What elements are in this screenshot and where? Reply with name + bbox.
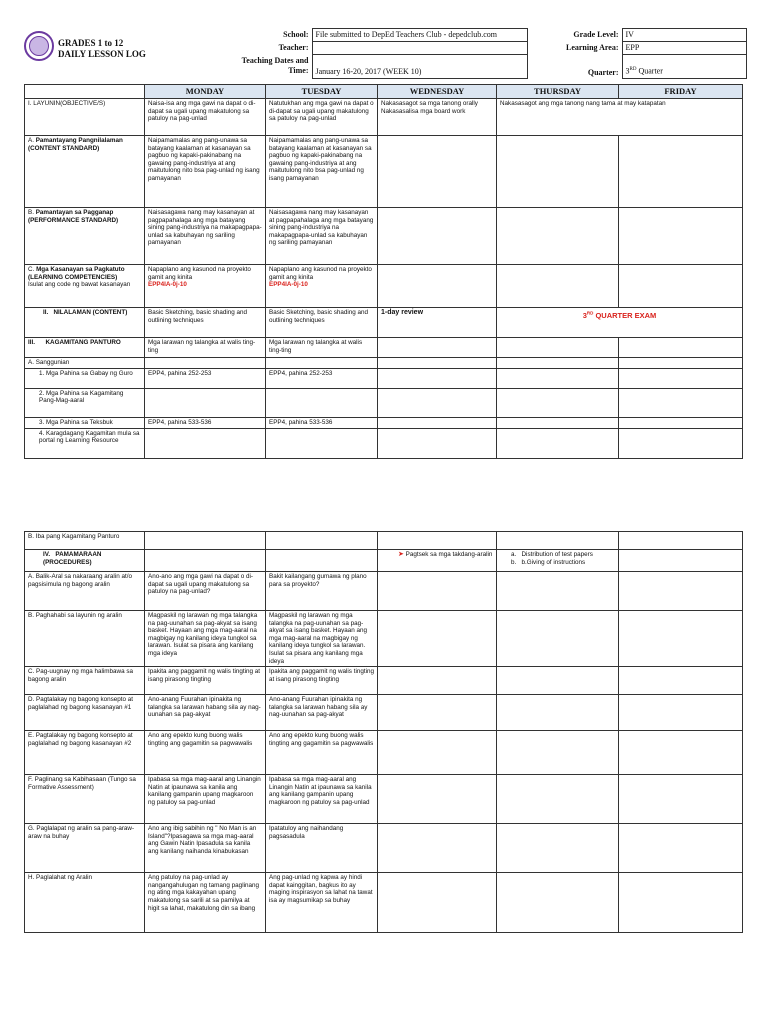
row-label-procedures: IV. PAMAMARAAN (PROCEDURES): [25, 550, 145, 572]
cell-wed: ➤ Pagtsek sa mga takdang-aralin: [378, 550, 497, 572]
grade-label: Grade Level:: [573, 29, 619, 39]
table-row: [25, 873, 743, 933]
cell-tue: Ano-anang Fuurahan ipinakita ng talangka sa larawan habang sila ay nag-uunahan sa pag-akyat: [266, 695, 378, 731]
table-row: [25, 417, 743, 428]
cell-wed: [378, 208, 497, 265]
lesson-table-bottom: [24, 531, 743, 933]
cell-tue: Napaplano ang kasunod na proyekto gamit ang kinita EPP4IA-0j-10: [266, 265, 378, 308]
cell-wed: 1-day review: [378, 308, 497, 338]
quarter-value: 3RD Quarter: [622, 55, 746, 79]
table-row: [25, 611, 743, 667]
cell-mon: Ano-anang Fuurahan ipinakita ng talangka sa larawan habang sila ay nag-uunahan sa pag-akyat: [145, 695, 266, 731]
cell-mon: Ano ang epekto kung buong walis tingting ang gagamitin sa pagwawalis: [145, 731, 266, 775]
table-row: [25, 99, 743, 136]
row-label-discussion-1: D. Pagtalakay ng bagong konsepto at paglalahad ng bagong kasanayan #1: [25, 695, 145, 731]
cell-thu: [497, 136, 619, 208]
cell-fri: [619, 338, 743, 358]
deped-logo-icon: [24, 31, 54, 61]
row-label-textbook: 3. Mga Pahina sa Teksbuk: [25, 417, 145, 428]
row-label-other-materials: B. Iba pang Kagamitang Panturo: [25, 532, 145, 550]
log-title: [58, 38, 146, 60]
row-label-discussion-2: E. Pagtalakay ng bagong konsepto at paglalahad ng bagong kasanayan #2: [25, 731, 145, 775]
day-header-thursday: THURSDAY: [497, 85, 619, 99]
cell-wed: [378, 338, 497, 358]
cell-thu-fri: [497, 308, 743, 338]
cell-thu: [497, 338, 619, 358]
teacher-label: Teacher:: [278, 42, 309, 52]
table-row: [25, 265, 743, 308]
row-label-content: II. NILALAMAN (CONTENT): [25, 308, 145, 338]
row-label-purpose: B. Paghahabi sa layunin ng aralin: [25, 611, 145, 667]
table-row: [25, 572, 743, 611]
table-row: [25, 358, 743, 369]
row-label-examples: C. Pag-uugnay ng mga halimbawa sa bagong aralin: [25, 667, 145, 695]
cell-tue: Naisasagawa nang may kasanayan at pagpapahalaga ang mga batayang sining pang-industriya na makapagpapa-unlad sa kabuhayan ng sariling pamayanan: [266, 208, 378, 265]
table-row: [25, 667, 743, 695]
competency-code: EPP4IA-0j-10: [269, 281, 308, 289]
grade-value: IV: [622, 29, 746, 42]
row-label-performance-standard: B. Pamantayan sa Pagganap (PERFORMANCE STANDARD): [25, 208, 145, 265]
cell-tue: Basic Sketching, basic shading and outlining techniques: [266, 308, 378, 338]
table-row: [25, 695, 743, 731]
dates-label: [212, 55, 312, 79]
area-value: EPP: [622, 42, 746, 55]
cell-fri: [619, 136, 743, 208]
cell-mon: Naisasagawa nang may kasanayan at pagpapahalaga ang mga batayang sining pang-industriya na makapagpapa-unlad sa kabuhayan ng sariling pamayanan: [145, 208, 266, 265]
cell-tue: Mga larawan ng talangka at walis ting-ting: [266, 338, 378, 358]
cell-wed: [378, 265, 497, 308]
cell-thu: a. Distribution of test papers b. b.Giving of instructions: [497, 550, 619, 572]
cell-tue: EPP4, pahina 252-253: [266, 368, 378, 388]
row-label-competencies: C. Mga Kasanayan sa Pagkatuto (LEARNING COMPETENCIES) Isulat ang code ng bawat kasanayan: [25, 265, 145, 308]
day-header-tuesday: TUESDAY: [266, 85, 378, 99]
row-label-application: G. Paglalapat ng aralin sa pang-araw-araw na buhay: [25, 824, 145, 873]
lesson-table-top: [24, 84, 743, 459]
quarter-exam-label: 3RD QUARTER EXAM: [582, 310, 657, 320]
cell-tue: Magpaskil ng larawan ng mga talangka na pag-uunahan sa pag-akyat sa isang basket. Hayaan ang mga mag-aaral na magbigay ng kanilang ideya tungkol sa larawan. Isulat sa pisara ang kanilang mga ideya: [266, 611, 378, 667]
table-row: [25, 368, 743, 388]
cell-mon: Ipabasa sa mga mag-aaral ang Linangin Natin at ipaunawa sa kanila ang kanilang gampanin upang magkaroon ng patuloy sa pag-unlad: [145, 775, 266, 824]
day-header-wednesday: WEDNESDAY: [378, 85, 497, 99]
title-line-1: GRADES 1 to 12: [58, 38, 124, 48]
cell-tue: Bakit kailangang gumawa ng plano para sa proyekto?: [266, 572, 378, 611]
cell-mon: Naipamamalas ang pang-unawa sa batayang kaalaman at kasanayan sa pagbuo ng kapaki-pakinabang na gawaing pang-industriya at ang maitutulong nito bsa pag-unlad ng isang pamayanan: [145, 136, 266, 208]
row-label-generalization: H. Paglalahat ng Aralin: [25, 873, 145, 933]
dates-label-line-1: Teaching Dates and: [241, 55, 309, 65]
day-header-monday: MONDAY: [145, 85, 266, 99]
deped-seal: [24, 31, 54, 61]
table-row: [25, 775, 743, 824]
table-row: [25, 550, 743, 572]
table-row: [25, 136, 743, 208]
cell-fri: [619, 208, 743, 265]
cell-tue: Ang pag-unlad ng kapwa ay hindi dapat kainggitan, bagkus ito ay maging inspirasyon sa lahat na tawat isa ay magsumikap sa buhay: [266, 873, 378, 933]
table-row: [25, 428, 743, 458]
table-row: [25, 824, 743, 873]
table-row: [25, 731, 743, 775]
cell-mon: Ano-ano ang mga gawi na dapat o di-dapat sa ugali upang makatulong sa patuloy na pag-unlad?: [145, 572, 266, 611]
cell-mon: Ipakita ang paggamit ng walis tingting at isang pirasong tingting: [145, 667, 266, 695]
cell-mon: Ang patuloy na pag-unlad ay nangangahulugan ng tamang paglinang ng ating mga kakayahan upang makatulong sa sarili at sa pamilya at higit sa lahat, makatulong din sa ibang: [145, 873, 266, 933]
cell-mon: EPP4, pahina 252-253: [145, 368, 266, 388]
school-label: School:: [283, 29, 309, 39]
quarter-label: Quarter:: [587, 67, 619, 77]
dates-label-line-2: Time:: [288, 65, 309, 75]
cell-mon: Ano ang ibig sabihin ng " No Man is an Island"?Ipasagawa sa mga mag-aaral ang Gawin Natin Ipasadula sa kanila ang kanilang naihanda kinabukasan: [145, 824, 266, 873]
cell-mon: Mga larawan ng talangka at walis ting-ting: [145, 338, 266, 358]
table-row: [25, 532, 743, 550]
row-label-teacher-guide: 1. Mga Pahina sa Gabay ng Guro: [25, 368, 145, 388]
cell-mon: Magpaskil ng larawan ng mga talangka na pag-uunahan sa pag-akyat sa isang basket. Hayaan ang mga mag-aaral na magbigay ng kanilang ideya tungkol sa larawan. Isulat sa pisara ang kanilang mga ideya: [145, 611, 266, 667]
cell-tue: Ipakita ang paggamit ng walis tingting at isang pirasong tingting: [266, 667, 378, 695]
day-header-friday: FRIDAY: [619, 85, 743, 99]
cell-thu: [497, 208, 619, 265]
teacher-value: [312, 42, 527, 55]
table-row: [25, 388, 743, 417]
arrow-bullet-icon: ➤: [398, 551, 404, 558]
table-row: [25, 308, 743, 338]
row-label-learner-materials: 2. Mga Pahina sa Kagamitang Pang-Mag-aaral: [25, 388, 145, 417]
cell-tue: EPP4, pahina 533-536: [266, 417, 378, 428]
row-label-materials: III. KAGAMITANG PANTURO: [25, 338, 145, 358]
area-label: Learning Area:: [565, 42, 619, 52]
row-label-objectives: I. LAYUNIN(OBJECTIVE/S): [25, 99, 145, 136]
school-value: File submitted to DepEd Teachers Club - depedclub.com: [312, 29, 527, 42]
row-label-references: A. Sanggunian: [25, 358, 145, 369]
cell-tue: Ano ang epekto kung buong walis tingting ang gagamitin sa pagwawalis: [266, 731, 378, 775]
cell-tue: Ipatatuloy ang naihandang pagsasadula: [266, 824, 378, 873]
cell-wed: [378, 136, 497, 208]
dates-value: January 16-20, 2017 (WEEK 10): [312, 55, 527, 79]
cell-wed: Nakasasagot sa mga tanong orally Nakasasalisa mga board work: [378, 99, 497, 136]
cell-mon: Basic Sketching, basic shading and outlining techniques: [145, 308, 266, 338]
cell-tue: Naipamamalas ang pang-unawa sa batayang kaalaman at kasanayan sa pagbuo ng kapaki-pakinabang na gawaing pang-industriya at ang maitutulong nito bsa pag-unlad ng isang pamayanan: [266, 136, 378, 208]
row-label-formative: F. Paglinang sa Kabihasaan (Tungo sa Formative Assessment): [25, 775, 145, 824]
row-label-review: A. Balik-Aral sa nakaraang aralin at/o pagsisimula ng bagong aralin: [25, 572, 145, 611]
competency-code: EPP4IA-0j-10: [148, 281, 187, 289]
day-header-empty: [25, 85, 145, 99]
cell-mon: Naisa-isa ang mga gawi na dapat o di-dapat sa ugali upang makatulong sa patuloy na pag-unlad: [145, 99, 266, 136]
table-row: [25, 208, 743, 265]
cell-tue: Natutukhan ang mga gawi na dapat o di-dapat sa ugali upang makatulong sa patuloy na pag-unlad: [266, 99, 378, 136]
cell-thu-fri: Nakasasagot ang mga tanong nang tama at may katapatan: [497, 99, 743, 136]
cell-mon: Napaplano ang kasunod na proyekto gamit ang kinita EPP4IA-0j-10: [145, 265, 266, 308]
cell-fri: [619, 265, 743, 308]
cell-tue: Ipabasa sa mga mag-aaral ang Linangin Natin at ipaunawa sa kanila ang kanilang gampanin upang magkaroon ng patuloy sa pag-unlad: [266, 775, 378, 824]
cell-thu: [497, 265, 619, 308]
cell-mon: EPP4, pahina 533-536: [145, 417, 266, 428]
row-label-content-standard: A. Pamantayang Pangnilalaman (CONTENT STANDARD): [25, 136, 145, 208]
table-row: [25, 338, 743, 358]
row-label-additional-materials: 4. Karagdagang Kagamitan mula sa portal ng Learning Resource: [25, 428, 145, 458]
header-table: [212, 28, 747, 79]
title-line-2: DAILY LESSON LOG: [58, 49, 146, 59]
